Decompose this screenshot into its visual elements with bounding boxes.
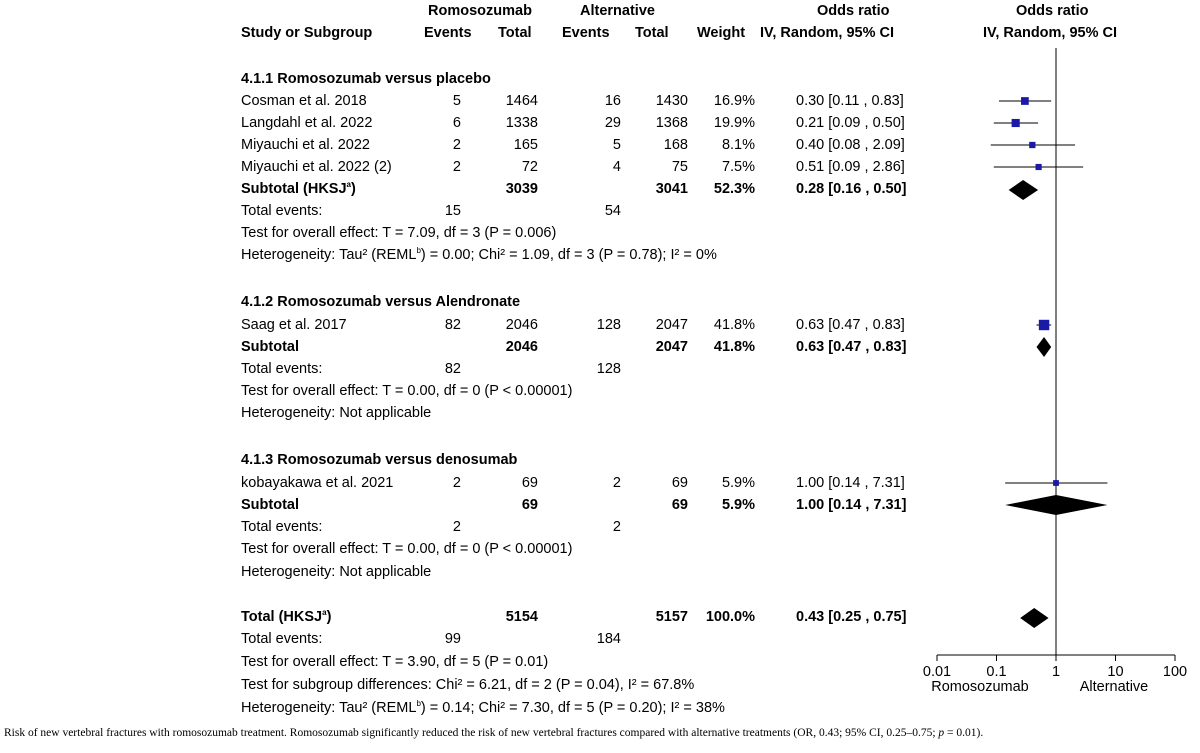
total-events-label: Total events:: [241, 631, 323, 647]
weight: 5.9%: [721, 475, 755, 491]
events1: 6: [452, 115, 461, 131]
point-estimate-square: [1053, 480, 1059, 486]
subtotal-label: Subtotal: [241, 497, 299, 513]
total1: 1338: [505, 115, 538, 131]
x-tick-label: 1: [1051, 664, 1061, 680]
study-name: Cosman et al. 2018: [241, 93, 367, 109]
total-label: Total (HKSJ$^a$): [241, 608, 332, 625]
odds-ratio-ci: 0.30 [0.11 , 0.83]: [796, 93, 904, 109]
x-tick-label: 0.01: [922, 664, 952, 680]
subgroup-title: 4.1.3 Romosozumab versus denosumab: [241, 452, 518, 468]
header-weight: Weight: [697, 25, 746, 41]
subtotal-weight: 52.3%: [713, 181, 755, 197]
subgroup-title: 4.1.1 Romosozumab versus placebo: [241, 71, 491, 87]
pooled-diamond: [1020, 608, 1048, 628]
header-total1: Total: [498, 25, 532, 41]
weight: 19.9%: [713, 115, 755, 131]
subtotal-label: Subtotal (HKSJ$^a$): [241, 180, 356, 197]
total-events1: 82: [444, 361, 461, 377]
total1: 165: [513, 137, 538, 153]
x-tick-label: 10: [1107, 664, 1124, 680]
subtotal-total2: 2047: [655, 339, 688, 355]
events2: 5: [612, 137, 621, 153]
overall-effect: Test for overall effect: T = 7.09, df = 3 (P = 0.006): [241, 225, 557, 241]
x-label-favours-alternative: Alternative: [1079, 679, 1149, 695]
events2: 2: [612, 475, 621, 491]
total-events2: 184: [596, 631, 621, 647]
header-events2: Events: [562, 25, 610, 41]
subtotal-total1: 2046: [505, 339, 538, 355]
total-total2: 5157: [655, 609, 688, 625]
odds-ratio-ci: 1.00 [0.14 , 7.31]: [796, 475, 905, 491]
point-estimate-square: [1036, 164, 1042, 170]
subtotal-ci: 0.63 [0.47 , 0.83]: [796, 339, 907, 355]
total1: 69: [521, 475, 538, 491]
odds-ratio-ci: 0.63 [0.47 , 0.83]: [796, 317, 905, 333]
study-name: kobayakawa et al. 2021: [241, 475, 394, 491]
x-label-favours-romosozumab: Romosozumab: [931, 679, 1029, 695]
total2: 1368: [655, 115, 688, 131]
total-events-label: Total events:: [241, 519, 323, 535]
point-estimate-square: [1012, 119, 1020, 127]
subtotal-total1: 3039: [505, 181, 538, 197]
total-events1: 2: [452, 519, 461, 535]
pooled-diamond: [1009, 180, 1038, 200]
events1: 82: [444, 317, 461, 333]
pooled-diamond: [1036, 337, 1051, 357]
events1: 2: [452, 137, 461, 153]
total2: 1430: [655, 93, 688, 109]
subtotal-total2: 69: [671, 497, 688, 513]
events2: 29: [604, 115, 621, 131]
total1: 1464: [505, 93, 538, 109]
header-group1: Romosozumab: [428, 3, 532, 19]
overall-effect: Test for overall effect: T = 0.00, df = 0 (P < 0.00001): [241, 541, 573, 557]
pooled-diamond: [1005, 495, 1107, 515]
subtotal-total2: 3041: [655, 181, 688, 197]
heterogeneity: Heterogeneity: Tau² $(REML^b) = 0.14$; Chi² = 7.30, df = 5 (P = 0.20); I² = 38%: [241, 699, 725, 716]
subgroup-title: 4.1.2 Romosozumab versus Alendronate: [241, 294, 521, 310]
total-weight: 100.0%: [705, 609, 755, 625]
study-name: Saag et al. 2017: [241, 317, 347, 333]
odds-ratio-ci: 0.40 [0.08 , 2.09]: [796, 137, 905, 153]
total-events-label: Total events:: [241, 203, 323, 219]
total2: 168: [663, 137, 688, 153]
weight: 7.5%: [721, 159, 755, 175]
study-name: Miyauchi et al. 2022: [241, 137, 370, 153]
events1: 2: [452, 159, 461, 175]
weight: 41.8%: [713, 317, 755, 333]
heterogeneity: Heterogeneity: Not applicable: [241, 405, 432, 421]
figure-caption: Risk of new vertebral fractures with romosozumab treatment. Romosozumab significantly reduced the risk of new vertebral fractures compared with alternative treatments (OR, 0.43; 95% CI, 0.25–0.75; p = 0.01).: [4, 727, 984, 739]
total-ci: 0.43 [0.25 , 0.75]: [796, 609, 907, 625]
total1: 2046: [505, 317, 538, 333]
events2: 16: [604, 93, 621, 109]
header-odds-ratio-plot: Odds ratio: [1016, 3, 1089, 19]
odds-ratio-ci: 0.21 [0.09 , 0.50]: [796, 115, 905, 131]
study-name: Miyauchi et al. 2022 (2): [241, 159, 392, 175]
heterogeneity: Heterogeneity: Not applicable: [241, 564, 432, 580]
subtotal-ci: 0.28 [0.16 , 0.50]: [796, 181, 907, 197]
total-total1: 5154: [505, 609, 538, 625]
events2: 128: [596, 317, 621, 333]
events1: 2: [452, 475, 461, 491]
events1: 5: [452, 93, 461, 109]
header-events1: Events: [424, 25, 472, 41]
point-estimate-square: [1039, 320, 1049, 330]
total-events1: 15: [444, 203, 461, 219]
subtotal-ci: 1.00 [0.14 , 7.31]: [796, 497, 907, 513]
weight: 8.1%: [721, 137, 755, 153]
header-study-col: Study or Subgroup: [241, 25, 373, 41]
events2: 4: [612, 159, 621, 175]
total-events2: 128: [596, 361, 621, 377]
total-events2: 2: [612, 519, 621, 535]
point-estimate-square: [1029, 142, 1035, 148]
total2: 69: [671, 475, 688, 491]
total-events-label: Total events:: [241, 361, 323, 377]
total-events2: 54: [604, 203, 621, 219]
overall-effect: Test for overall effect: T = 0.00, df = 0 (P < 0.00001): [241, 383, 573, 399]
overall-effect: Test for overall effect: T = 3.90, df = 5 (P = 0.01): [241, 654, 549, 670]
x-tick-label: 100: [1162, 664, 1188, 680]
heterogeneity: Heterogeneity: Tau² $(REML^b) = 0.00$; Chi² = 1.09, df = 3 (P = 0.78); I² = 0%: [241, 246, 717, 263]
subtotal-label: Subtotal: [241, 339, 299, 355]
header-total2: Total: [635, 25, 669, 41]
total2: 2047: [655, 317, 688, 333]
odds-ratio-ci: 0.51 [0.09 , 2.86]: [796, 159, 905, 175]
subgroup-differences: Test for subgroup differences: Chi² = 6.21, df = 2 (P = 0.04), I² = 67.8%: [241, 677, 695, 693]
total-events1: 99: [444, 631, 461, 647]
total1: 72: [521, 159, 538, 175]
header-method: IV, Random, 95% CI: [760, 25, 895, 41]
x-tick-label: 0.1: [986, 664, 1007, 680]
total2: 75: [671, 159, 688, 175]
study-name: Langdahl et al. 2022: [241, 115, 373, 131]
header-method-plot: IV, Random, 95% CI: [983, 25, 1118, 41]
subtotal-weight: 5.9%: [721, 497, 755, 513]
weight: 16.9%: [713, 93, 755, 109]
header-group2: Alternative: [580, 3, 655, 19]
subtotal-total1: 69: [521, 497, 538, 513]
point-estimate-square: [1021, 97, 1029, 105]
header-odds-ratio: Odds ratio: [817, 3, 890, 19]
subtotal-weight: 41.8%: [713, 339, 755, 355]
